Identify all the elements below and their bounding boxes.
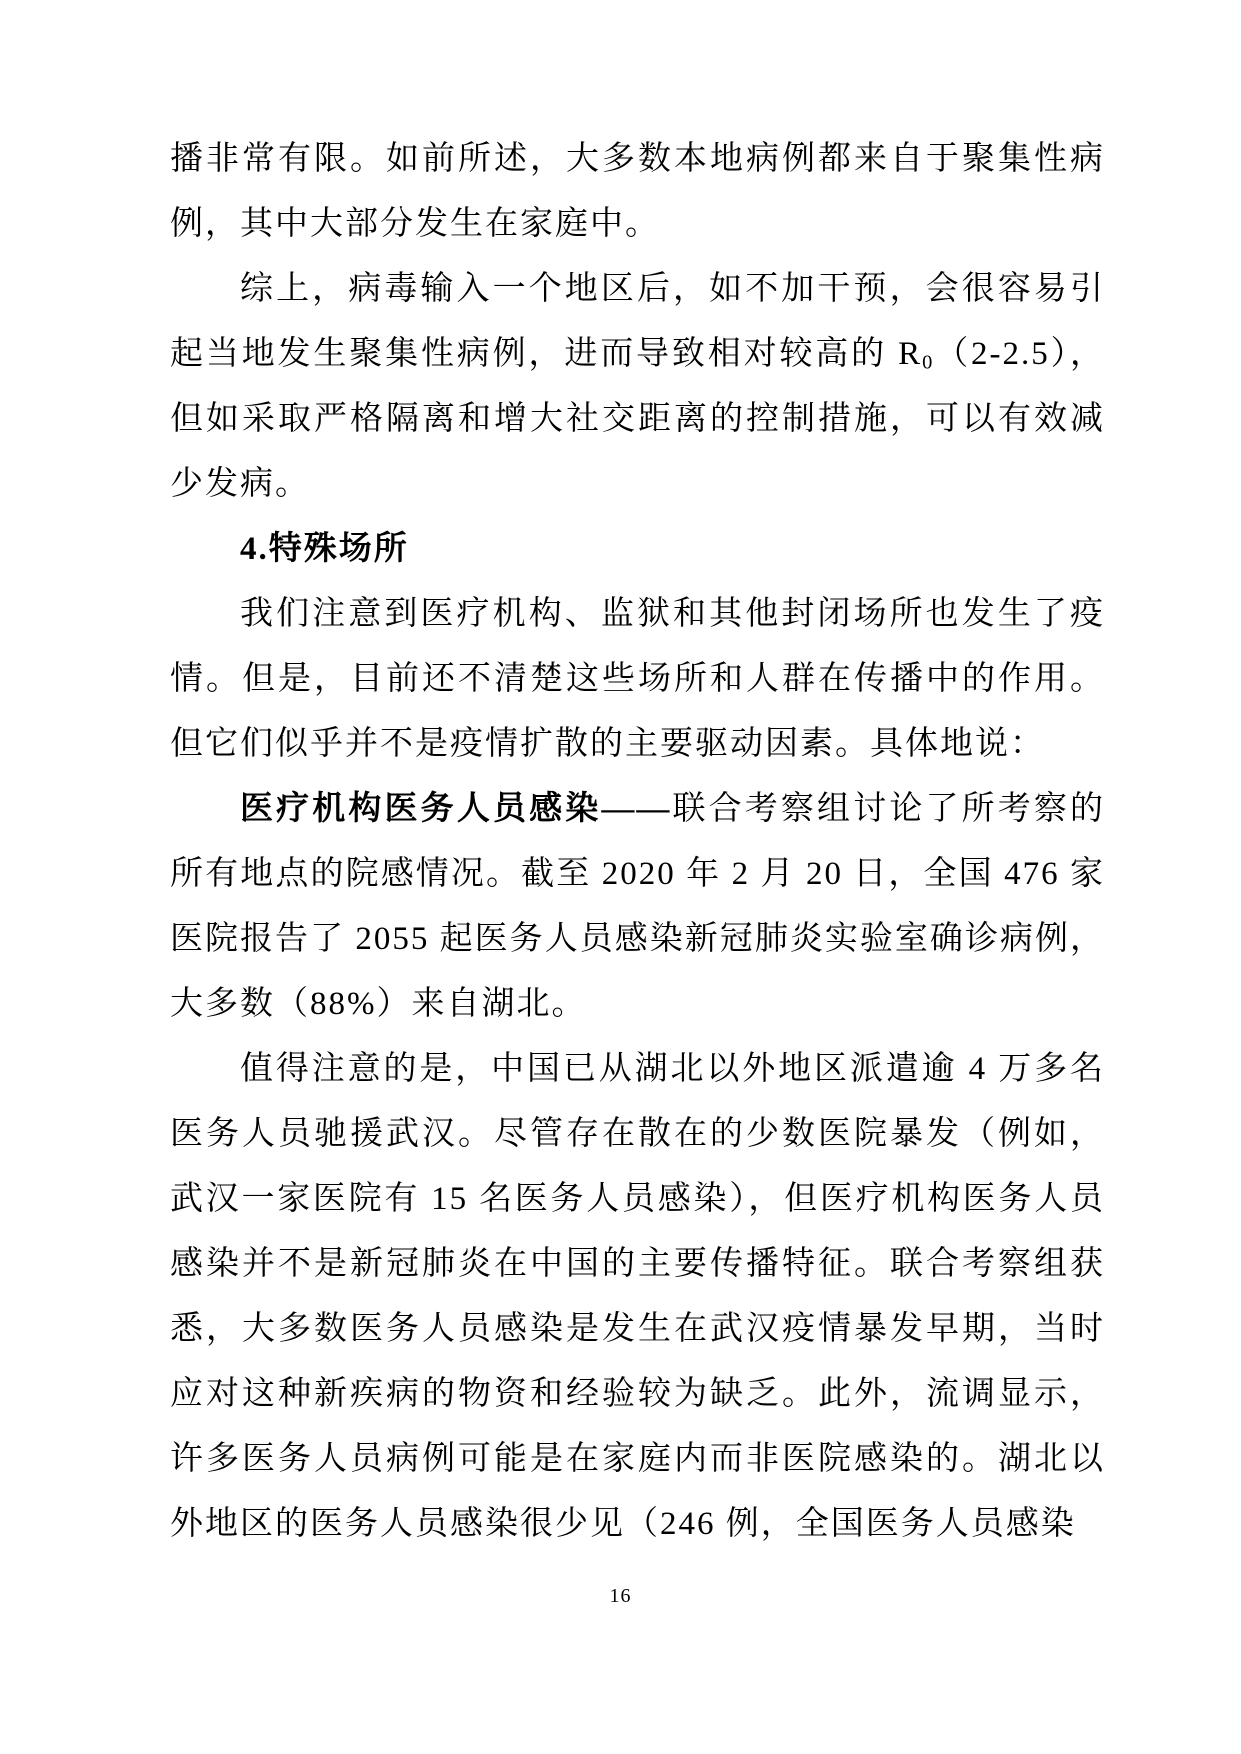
paragraph-local-cluster-transmission: [170, 127, 1105, 257]
page-body: [170, 127, 1105, 1557]
paragraph-healthcare-worker-infections: [170, 777, 1105, 1037]
section-heading-special-settings: 4.特殊场所: [240, 531, 409, 567]
paragraph-lead-bold-label: 医疗机构医务人员感染——: [240, 791, 672, 827]
paragraph-hcw-deployment-wuhan: 值得注意的是，中国已从湖北以外地区派遣逾 4 万多名医务人员驰援武汉。尽管存在散在的少数医院暴发（例如，武汉一家医院有 15 名医务人员感染），但医疗机构医务人员感染并不是新冠肺炎在中国的主要传播特征。联合考察组获悉，大多数医务人员感染是发生在武汉疫情暴发早期，当时应对这种新疾病的物资和经验较为缺乏。此外，流调显示，许多医务人员病例可能是在家庭内而非医院感染的。湖北以外地区的医务人员感染很少见（246 例，全国医务人员感染: [170, 1051, 1105, 1542]
paragraph-closed-settings: 我们注意到医疗机构、监狱和其他封闭场所也发生了疫情。但是，目前还不清楚这些场所和人群在传播中的作用。但它们似乎并不是疫情扩散的主要驱动因素。具体地说：: [170, 596, 1105, 762]
page-footer: [0, 1585, 1241, 1608]
page-number: 16: [609, 1585, 632, 1607]
paragraph-text-after-subscript: （2-2.5），但如采取严格隔离和增大社交距离的控制措施，可以有效减少发病。: [170, 336, 1105, 502]
paragraph-summary-r0: [170, 257, 1105, 517]
paragraph-text: 联合考察组讨论了所考察的所有地点的院感情况。截至 2020 年 2 月 20 日，全国 476 家医院报告了 2055 起医务人员感染新冠肺炎实验室确诊病例，大多数（88%）来自湖北。: [170, 791, 1106, 1022]
r-naught-subscript: 0: [922, 351, 935, 374]
paragraph-text: 播非常有限。如前所述，大多数本地病例都来自于聚集性病例，其中大部分发生在家庭中。: [170, 141, 1105, 242]
paragraph-text-before-subscript: 综上，病毒输入一个地区后，如不加干预，会很容易引起当地发生聚集性病例，进而导致相对较高的 R: [170, 271, 1105, 372]
